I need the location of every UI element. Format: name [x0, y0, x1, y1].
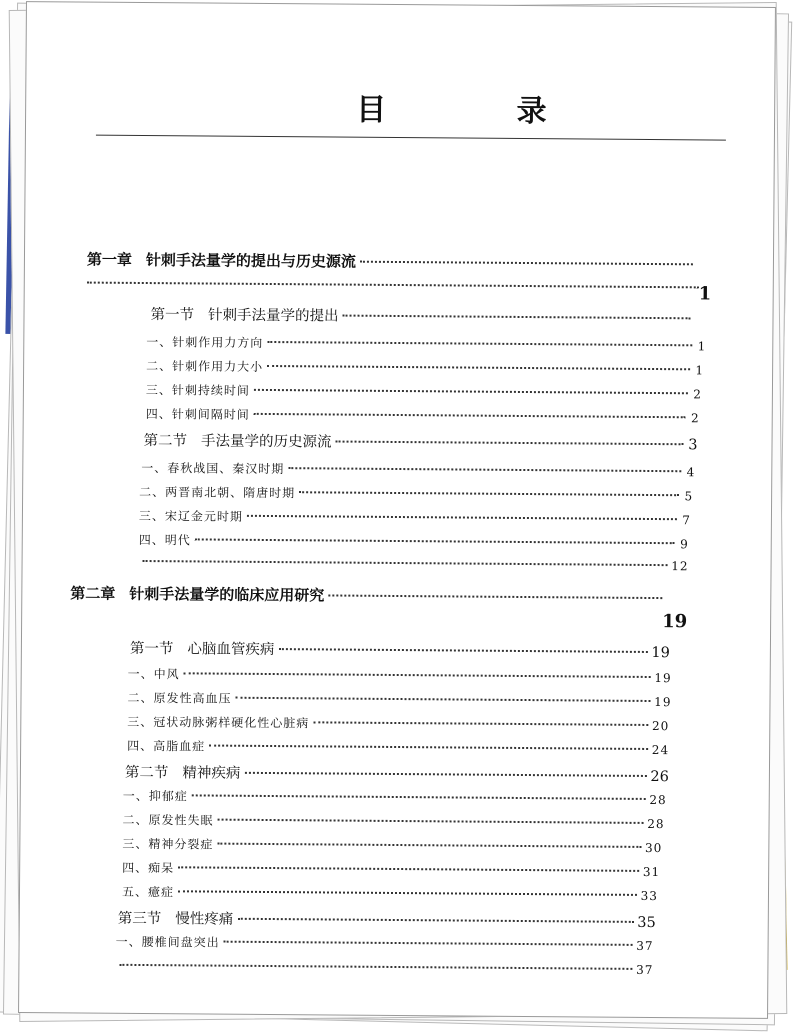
dot-leader	[267, 340, 692, 346]
toc-item[interactable]	[146, 333, 706, 354]
dot-leader	[143, 559, 668, 566]
dot-leader	[217, 842, 641, 848]
toc-section-1-2[interactable]	[143, 429, 697, 454]
page-number: 19	[654, 671, 672, 686]
page-number: 3	[688, 437, 698, 454]
page-number: 26	[650, 768, 669, 786]
chapter-1-page-number: 1	[698, 283, 712, 305]
item-title: 三、精神分裂症	[122, 836, 214, 852]
dot-leader	[343, 314, 691, 320]
page-number: 31	[642, 864, 661, 880]
toc-chapter-1[interactable]	[87, 249, 697, 275]
toc-item[interactable]	[139, 507, 691, 528]
dot-leader	[254, 388, 688, 394]
page-number: 20	[651, 719, 670, 734]
item-title: 二、原发性失眠	[122, 812, 214, 828]
item-title: 四、高脂血症	[127, 738, 206, 754]
page-number: 37	[636, 962, 654, 978]
dot-leader	[192, 793, 646, 800]
section-label: 第一节	[150, 307, 195, 324]
dot-leader	[184, 671, 651, 678]
item-title: 二、原发性高血压	[127, 690, 232, 706]
toc-item[interactable]	[146, 381, 702, 402]
page-number: 1	[695, 363, 705, 378]
toc-item[interactable]	[122, 811, 664, 832]
section-label: 第二节	[143, 433, 188, 450]
item-title: 二、两晋南北朝、隋唐时期	[139, 484, 296, 501]
chapter-label: 第二章	[70, 584, 116, 603]
dot-leader	[119, 963, 632, 970]
dot-leader	[237, 917, 633, 923]
toc-section-2-1[interactable]	[130, 637, 670, 662]
toc-item[interactable]	[128, 665, 672, 686]
item-title: 三、冠状动脉粥样硬化性心脏病	[127, 714, 310, 731]
page-number: 30	[645, 840, 663, 856]
section-label: 第一节	[129, 640, 174, 658]
toc-item[interactable]	[127, 737, 669, 758]
section-label: 第二节	[124, 764, 169, 782]
dot-leader	[178, 865, 639, 872]
item-title: 一、腰椎间盘突出	[115, 934, 220, 950]
item-title: 一、中风	[127, 666, 180, 682]
page-number: 28	[647, 816, 665, 832]
dot-leader	[254, 412, 686, 418]
item-title: 一、抑郁症	[122, 788, 188, 804]
toc-trailing-leader[interactable]	[115, 959, 653, 977]
item-title: 四、明代	[138, 532, 191, 548]
toc-item[interactable]	[127, 689, 671, 710]
toc-item[interactable]	[139, 483, 693, 504]
dot-leader	[313, 720, 648, 726]
page-title: 目 录	[356, 92, 607, 130]
page-number: 19	[651, 645, 670, 662]
dot-leader	[236, 696, 651, 702]
page-number: 5	[684, 489, 694, 504]
toc-page	[18, 1, 776, 1019]
dot-leader	[267, 364, 690, 370]
toc-section-2-2[interactable]	[125, 761, 669, 786]
chapter-title: 针刺手法量学的提出与历史源流	[145, 251, 357, 271]
toc-item[interactable]	[127, 713, 669, 734]
toc-section-1-1[interactable]	[150, 303, 704, 328]
section-title: 心脑血管疾病	[187, 641, 275, 659]
title-rule	[96, 135, 726, 141]
dot-leader	[218, 818, 644, 824]
section-label: 第三节	[117, 910, 162, 928]
dot-leader	[299, 490, 679, 496]
item-title: 三、宋辽金元时期	[138, 508, 244, 524]
item-title: 二、针刺作用力大小	[146, 359, 264, 374]
chapter-title: 针刺手法量学的临床应用研究	[129, 584, 325, 605]
dot-leader	[244, 771, 646, 777]
chapter-1-leader-continuation	[87, 285, 699, 293]
dot-leader	[224, 940, 633, 946]
dot-leader	[328, 593, 662, 599]
chapter-label: 第一章	[86, 250, 133, 269]
toc-item[interactable]	[122, 835, 662, 856]
page-number: 2	[691, 411, 700, 426]
item-title: 三、针刺持续时间	[145, 383, 251, 398]
dot-leader	[209, 744, 648, 750]
toc-chapter-2[interactable]	[70, 582, 666, 608]
page-number: 4	[686, 465, 696, 480]
toc-item[interactable]	[122, 859, 660, 880]
dot-leader	[360, 260, 693, 266]
section-title: 精神疾病	[182, 765, 241, 782]
page-number: 12	[671, 559, 689, 574]
page-number: 9	[680, 537, 689, 552]
item-title: 四、针刺间隔时间	[145, 407, 250, 422]
page-number: 35	[637, 914, 656, 932]
toc-trailing-leader[interactable]	[139, 555, 689, 573]
section-title: 针刺手法量学的提出	[207, 307, 339, 325]
item-title: 五、癔症	[121, 884, 175, 900]
toc-item[interactable]	[123, 787, 667, 808]
item-title: 一、春秋战国、秦汉时期	[141, 460, 285, 477]
dot-leader	[288, 466, 681, 472]
dot-leader	[278, 647, 647, 653]
page-number: 2	[693, 387, 702, 402]
toc-item[interactable]	[122, 883, 658, 904]
toc-section-2-3[interactable]	[118, 907, 656, 932]
page-number: 28	[649, 792, 667, 808]
toc-item[interactable]	[146, 357, 704, 378]
section-title: 手法量学的历史源流	[200, 433, 332, 451]
page-number: 7	[682, 513, 691, 528]
chapter-2-page-number: 19	[662, 611, 688, 633]
item-title: 四、痴呆	[122, 860, 175, 876]
page-number: 1	[697, 339, 707, 354]
dot-leader	[247, 514, 677, 520]
toc-item[interactable]	[139, 531, 689, 552]
dot-leader	[195, 537, 675, 544]
toc-item[interactable]	[146, 405, 700, 426]
page-number: 37	[636, 938, 654, 954]
section-title: 慢性疼痛	[175, 911, 234, 928]
toc-item[interactable]	[116, 933, 654, 954]
page-number: 33	[640, 888, 659, 904]
page-number: 24	[651, 743, 670, 758]
dot-leader	[178, 889, 637, 896]
dot-leader	[87, 281, 699, 289]
toc-item[interactable]	[141, 459, 695, 480]
page-number: 19	[654, 695, 672, 710]
item-title: 一、针刺作用力方向	[146, 335, 264, 350]
dot-leader	[336, 440, 684, 446]
